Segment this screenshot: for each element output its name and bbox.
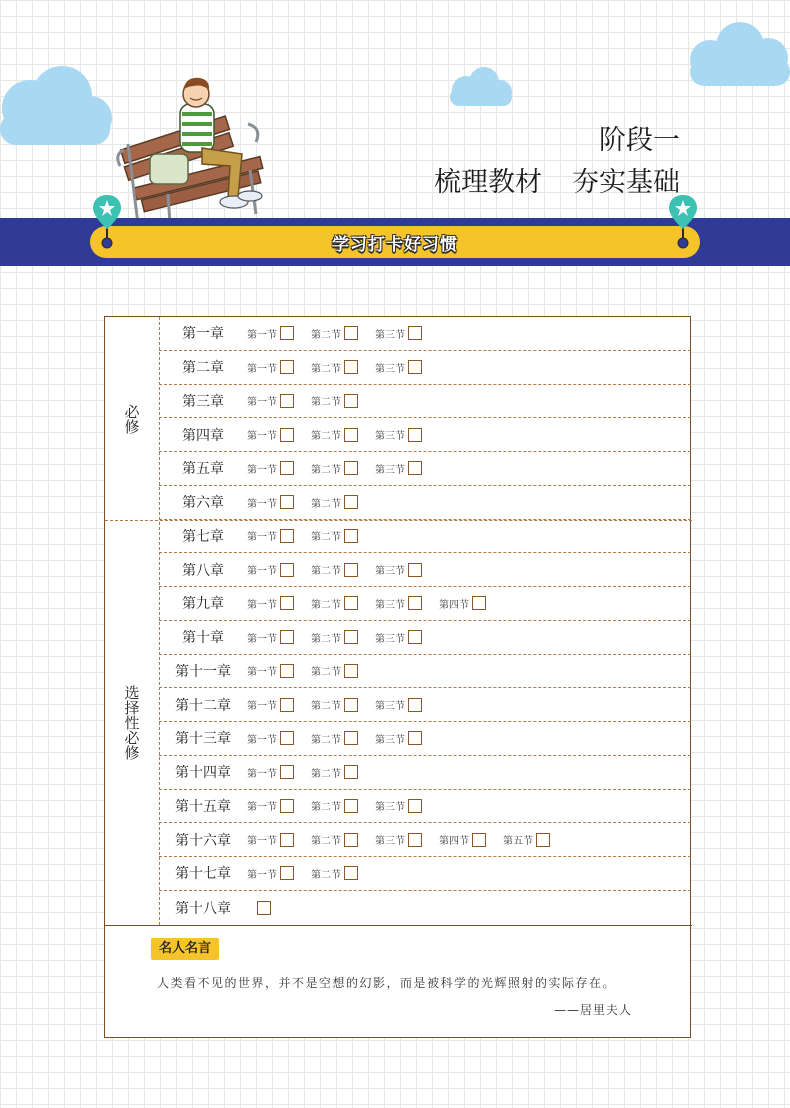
checkbox-icon[interactable]	[280, 495, 294, 509]
checkbox-icon[interactable]	[280, 563, 294, 577]
section-list	[247, 832, 567, 847]
chapter-title: 第十四章	[175, 765, 231, 782]
chapter-title: 第八章	[182, 562, 224, 579]
section-label: 第二节	[311, 667, 341, 679]
checkbox-icon[interactable]	[280, 394, 294, 408]
section-label: 第二节	[311, 599, 341, 611]
section-label: 第三节	[375, 633, 405, 645]
chapter-title: 第十章	[182, 630, 224, 647]
section-label: 第一节	[247, 464, 277, 476]
checkbox-icon[interactable]	[344, 866, 358, 880]
section-label: 第三节	[375, 566, 405, 578]
section-list	[247, 663, 375, 678]
section-item	[247, 731, 311, 746]
section-label: 第一节	[247, 566, 277, 578]
checkbox-icon[interactable]	[408, 731, 422, 745]
checkbox-icon[interactable]	[408, 428, 422, 442]
chapter-row	[159, 351, 691, 385]
banner-title: 学习打卡好习惯	[332, 234, 458, 255]
section-label: 第一节	[247, 667, 277, 679]
group-label-required: 必修	[122, 403, 141, 434]
cloud-icon	[0, 58, 115, 153]
section-list	[247, 393, 375, 408]
checkbox-icon[interactable]	[536, 833, 550, 847]
section-item	[311, 663, 375, 678]
section-list	[247, 461, 439, 476]
section-item	[503, 832, 567, 847]
banner	[90, 226, 700, 258]
section-label: 第一节	[247, 836, 277, 848]
section-item	[375, 630, 439, 645]
chapter-title: 第五章	[182, 461, 224, 478]
checkbox-icon[interactable]	[408, 698, 422, 712]
section-list	[247, 528, 375, 543]
section-list	[247, 798, 439, 813]
section-item	[247, 697, 311, 712]
section-label: 第一节	[247, 532, 277, 544]
section-label: 第二节	[311, 701, 341, 713]
checkbox-icon[interactable]	[344, 698, 358, 712]
section-list	[247, 765, 375, 780]
section-label: 第一节	[247, 633, 277, 645]
checkbox-icon[interactable]	[344, 495, 358, 509]
checkbox-icon[interactable]	[257, 901, 271, 915]
section-item	[247, 596, 311, 611]
section-label: 第一节	[247, 599, 277, 611]
section-list	[247, 630, 439, 645]
chapter-row	[159, 553, 691, 587]
checkbox-icon[interactable]	[344, 630, 358, 644]
section-label: 第一节	[247, 701, 277, 713]
checkbox-icon[interactable]	[344, 596, 358, 610]
chapter-row	[159, 790, 691, 824]
section-list	[247, 326, 439, 341]
section-label: 第四节	[439, 836, 469, 848]
checkbox-icon[interactable]	[408, 833, 422, 847]
checkbox-icon[interactable]	[280, 799, 294, 813]
section-item	[375, 360, 439, 375]
checkbox-icon[interactable]	[280, 698, 294, 712]
stage-subtitle	[434, 160, 680, 199]
section-item	[311, 596, 375, 611]
section-label: 第一节	[247, 363, 277, 375]
section-label: 第一节	[247, 734, 277, 746]
section-list	[247, 427, 439, 442]
section-item	[311, 866, 375, 881]
section-label: 第二节	[311, 566, 341, 578]
chapter-title: 第四章	[182, 427, 224, 444]
section-item	[439, 832, 503, 847]
chapter-title: 第十五章	[175, 798, 231, 815]
group-label-elective: 选择性必修	[122, 685, 141, 760]
section-label: 第三节	[375, 599, 405, 611]
section-item	[247, 832, 311, 847]
section-label: 第三节	[375, 734, 405, 746]
checkbox-icon[interactable]	[472, 596, 486, 610]
checkbox-icon[interactable]	[280, 360, 294, 374]
section-label: 第一节	[247, 768, 277, 780]
chapter-row	[159, 722, 691, 756]
section-label: 第二节	[311, 363, 341, 375]
section-label: 第二节	[311, 498, 341, 510]
chapter-row	[159, 621, 691, 655]
boy-on-bench-illustration	[110, 74, 270, 230]
checkbox-icon[interactable]	[344, 394, 358, 408]
section-label: 第三节	[375, 464, 405, 476]
section-label: 第二节	[311, 734, 341, 746]
section-item	[311, 765, 375, 780]
checkbox-icon[interactable]	[408, 799, 422, 813]
section-item	[375, 326, 439, 341]
section-label: 第一节	[247, 397, 277, 409]
section-item	[375, 832, 439, 847]
checkbox-icon[interactable]	[344, 731, 358, 745]
section-item	[247, 765, 311, 780]
chapter-row	[159, 655, 691, 689]
checkbox-icon[interactable]	[280, 630, 294, 644]
section-item	[375, 461, 439, 476]
checkbox-icon[interactable]	[344, 799, 358, 813]
checkbox-icon[interactable]	[344, 765, 358, 779]
checkbox-icon[interactable]	[280, 428, 294, 442]
chapter-title: 第九章	[182, 596, 224, 613]
checkbox-icon[interactable]	[344, 833, 358, 847]
section-item	[311, 326, 375, 341]
checkbox-icon[interactable]	[408, 461, 422, 475]
checkbox-icon[interactable]	[280, 765, 294, 779]
checkbox-icon[interactable]	[408, 563, 422, 577]
checkbox-icon[interactable]	[344, 326, 358, 340]
chapter-row	[159, 486, 691, 520]
section-label: 第二节	[311, 633, 341, 645]
chapter-title: 第十一章	[175, 663, 231, 680]
section-item	[311, 832, 375, 847]
chapter-row	[159, 418, 691, 452]
checkbox-icon[interactable]	[344, 529, 358, 543]
checkbox-icon[interactable]	[280, 833, 294, 847]
star-pin-icon	[668, 193, 698, 251]
chapter-title: 第十八章	[175, 900, 231, 917]
checkbox-icon[interactable]	[280, 731, 294, 745]
quote-divider	[105, 925, 692, 926]
chapter-row	[159, 688, 691, 722]
section-item	[375, 731, 439, 746]
chapter-title: 第十三章	[175, 731, 231, 748]
subtitle-left: 梳理教材	[434, 167, 542, 198]
chapter-row	[159, 385, 691, 419]
section-list	[247, 562, 439, 577]
section-item	[247, 461, 311, 476]
checkbox-icon[interactable]	[280, 596, 294, 610]
chapter-row	[159, 520, 691, 554]
section-item	[247, 360, 311, 375]
section-item	[311, 495, 375, 510]
section-list	[247, 901, 311, 915]
section-item	[247, 326, 311, 341]
cloud-icon	[446, 66, 516, 108]
checkbox-icon[interactable]	[472, 833, 486, 847]
section-item	[375, 798, 439, 813]
quote-text: 人类看不见的世界，并不是空想的幻影，而是被科学的光辉照射的实际存在。	[157, 976, 617, 990]
chapter-row	[159, 823, 691, 857]
section-item	[375, 427, 439, 442]
section-list	[247, 495, 375, 510]
chapter-title: 第七章	[182, 528, 224, 545]
star-pin-icon	[92, 193, 122, 251]
section-item	[311, 562, 375, 577]
chapter-row	[159, 891, 691, 925]
section-item	[311, 427, 375, 442]
chapter-row	[159, 857, 691, 891]
section-item	[311, 697, 375, 712]
section-item	[439, 596, 503, 611]
chapter-row	[159, 452, 691, 486]
section-item	[247, 630, 311, 645]
section-label: 第三节	[375, 329, 405, 341]
section-label: 第三节	[375, 836, 405, 848]
checkbox-icon[interactable]	[344, 664, 358, 678]
chapter-title: 第一章	[182, 326, 224, 343]
section-item	[375, 697, 439, 712]
section-item	[247, 663, 311, 678]
section-list	[247, 731, 439, 746]
section-label: 第一节	[247, 869, 277, 881]
section-item	[311, 731, 375, 746]
section-item	[311, 630, 375, 645]
section-label: 第五节	[503, 836, 533, 848]
section-list	[247, 360, 439, 375]
subtitle-right: 夯实基础	[572, 167, 680, 198]
section-label: 第一节	[247, 431, 277, 443]
section-label: 第二节	[311, 397, 341, 409]
section-label: 第二节	[311, 329, 341, 341]
section-item	[247, 798, 311, 813]
section-label: 第二节	[311, 869, 341, 881]
checkbox-icon[interactable]	[408, 596, 422, 610]
section-label: 第二节	[311, 431, 341, 443]
checkbox-icon[interactable]	[344, 360, 358, 374]
section-item	[311, 798, 375, 813]
chapter-title: 第十七章	[175, 866, 231, 883]
section-item	[247, 866, 311, 881]
section-label: 第一节	[247, 329, 277, 341]
chapter-row	[159, 317, 691, 351]
section-label: 第一节	[247, 802, 277, 814]
section-label: 第二节	[311, 802, 341, 814]
section-item	[311, 360, 375, 375]
chapter-title: 第十六章	[175, 832, 231, 849]
checkin-table	[104, 316, 691, 1038]
section-item	[375, 562, 439, 577]
checkbox-icon[interactable]	[344, 428, 358, 442]
checkbox-icon[interactable]	[280, 461, 294, 475]
stage-title: 阶段一	[599, 125, 680, 156]
section-item	[311, 528, 375, 543]
section-item	[247, 528, 311, 543]
section-item	[375, 596, 439, 611]
section-label: 第三节	[375, 431, 405, 443]
checkbox-icon[interactable]	[280, 529, 294, 543]
section-label: 第二节	[311, 464, 341, 476]
checkbox-icon[interactable]	[408, 630, 422, 644]
checkbox-icon[interactable]	[344, 461, 358, 475]
cloud-icon	[682, 20, 790, 90]
section-label: 第三节	[375, 701, 405, 713]
section-label: 第四节	[439, 599, 469, 611]
section-item	[311, 461, 375, 476]
chapter-title: 第二章	[182, 360, 224, 377]
section-item	[247, 495, 311, 510]
checkbox-icon[interactable]	[280, 866, 294, 880]
section-label: 第一节	[247, 498, 277, 510]
chapter-title: 第三章	[182, 393, 224, 410]
quote-author: ——居里夫人	[553, 1003, 632, 1017]
chapter-title: 第六章	[182, 495, 224, 512]
chapter-row	[159, 756, 691, 790]
chapter-row	[159, 587, 691, 621]
checkbox-icon[interactable]	[408, 326, 422, 340]
section-item	[247, 393, 311, 408]
section-label: 第三节	[375, 363, 405, 375]
section-label: 第二节	[311, 768, 341, 780]
section-list	[247, 866, 375, 881]
section-item	[247, 562, 311, 577]
section-list	[247, 596, 503, 611]
section-item	[247, 427, 311, 442]
checkbox-icon[interactable]	[408, 360, 422, 374]
section-label: 第二节	[311, 532, 341, 544]
checkbox-icon[interactable]	[280, 326, 294, 340]
section-label: 第三节	[375, 802, 405, 814]
checkbox-icon[interactable]	[280, 664, 294, 678]
section-item	[311, 393, 375, 408]
section-label: 第二节	[311, 836, 341, 848]
quote-title: 名人名言	[151, 938, 219, 960]
section-item	[247, 901, 311, 915]
checkbox-icon[interactable]	[344, 563, 358, 577]
chapter-title: 第十二章	[175, 697, 231, 714]
section-list	[247, 697, 439, 712]
